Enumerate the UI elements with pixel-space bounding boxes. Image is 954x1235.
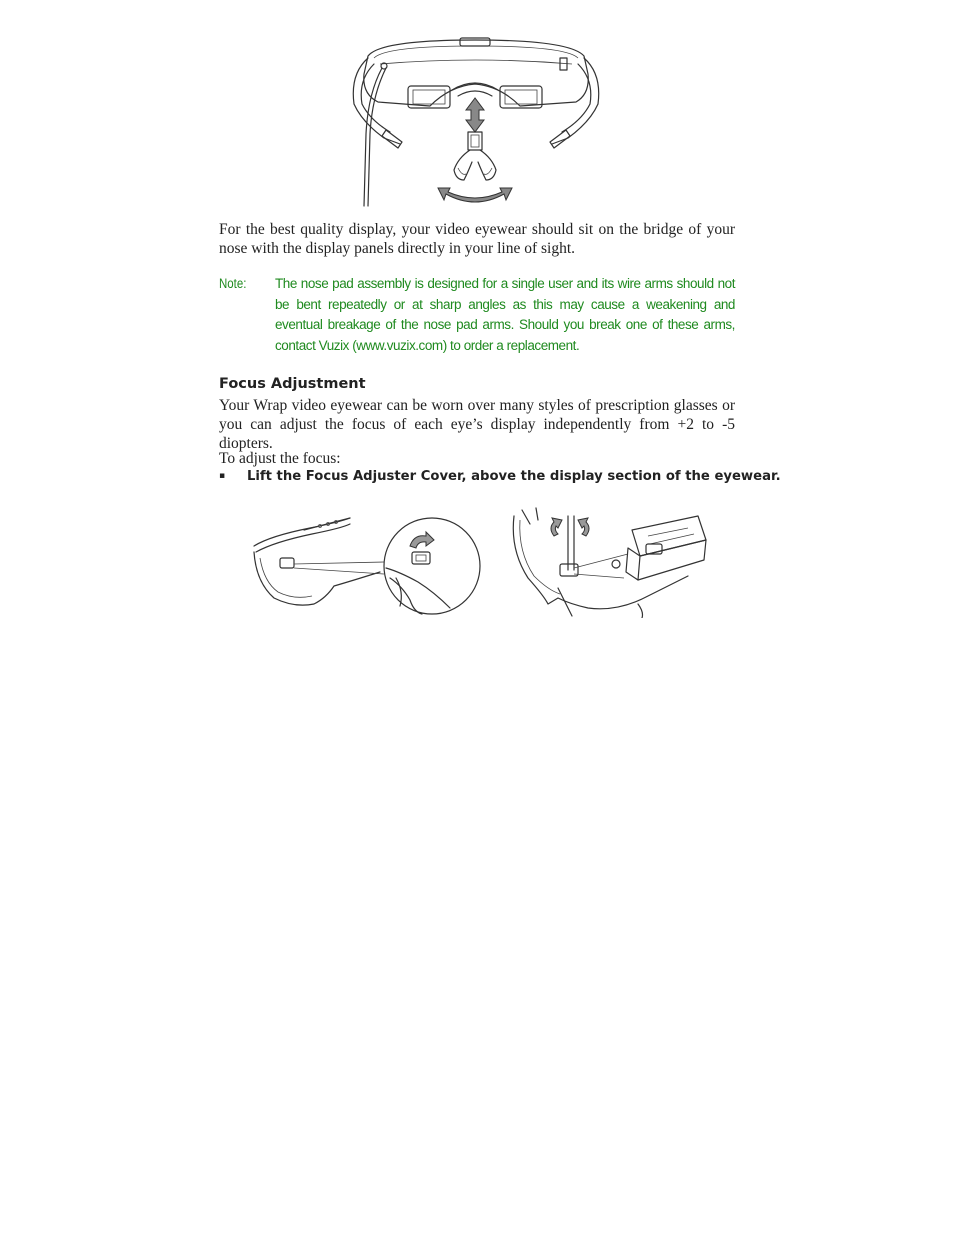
note-text: The nose pad assembly is designed for a single user and its wire arms should not be bent repeatedly or at sharp angles as this may cause a weakening and eventual breakage of the nose pad arms. Should you break one of these arms, contact Vuzix (www.vuzix.com) to order a replacement. (275, 276, 735, 354)
step-text: Lift the Focus Adjuster Cover, above the display section of the eyewear. (247, 469, 781, 484)
nose-pad-illustration (340, 34, 610, 210)
bullet-marker: ▪ (219, 471, 226, 481)
focus-adjustment-heading: Focus Adjustment (219, 376, 366, 392)
note-label: Note: (219, 276, 247, 291)
focus-intro-paragraph: Your Wrap video eyewear can be worn over many styles of prescription glasses or you can adjust the focus of each eye’s display independently from +2 to -5 diopters. (219, 397, 735, 452)
focus-cover-illustration (250, 512, 485, 618)
display-position-paragraph: For the best quality display, your video eyewear should sit on the bridge of your nose with the display panels directly in your line of sight. (219, 221, 735, 257)
focus-dial-illustration (508, 500, 713, 618)
to-adjust-paragraph: To adjust the focus: (219, 450, 341, 467)
